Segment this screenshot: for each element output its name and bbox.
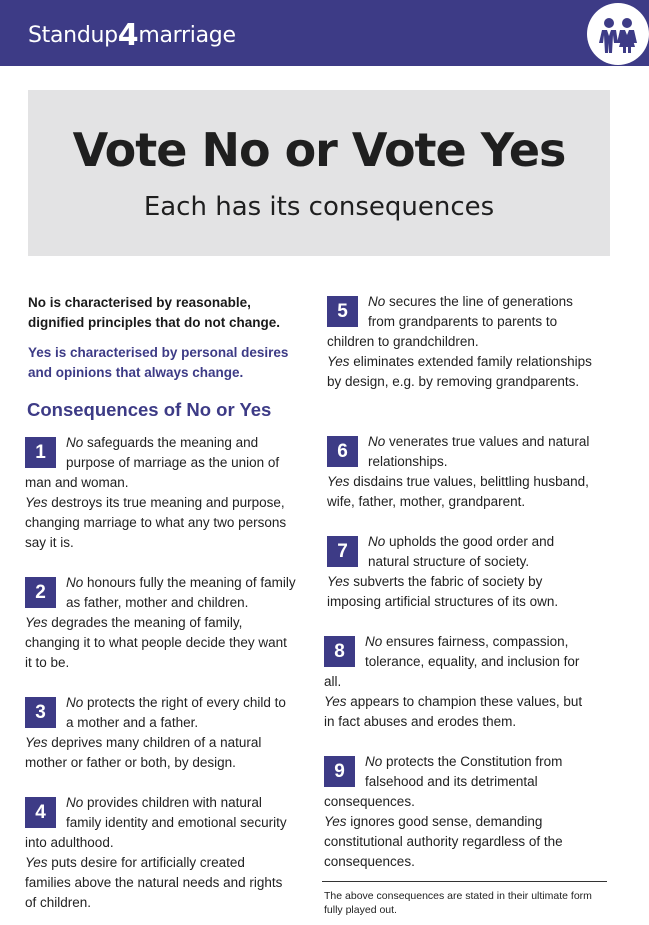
- no-word: No: [365, 634, 383, 649]
- item-number-badge: 7: [327, 536, 358, 567]
- item-number-badge: 2: [25, 577, 56, 608]
- yes-word: Yes: [327, 354, 350, 369]
- no-text: protects the Constitution from falsehood and its detrimental consequences.: [324, 754, 563, 809]
- yes-word: Yes: [324, 814, 347, 829]
- consequence-item-2: [25, 573, 297, 673]
- yes-text: degrades the meaning of family, changing it to what people decide they want it to be.: [25, 615, 287, 670]
- consequence-item-4: [25, 793, 293, 913]
- item-number-badge: 6: [327, 436, 358, 467]
- intro-no-line2: dignified principles that do not change.: [28, 315, 281, 330]
- footnote-divider: [322, 881, 607, 882]
- section-title: Consequences of No or Yes: [27, 399, 272, 420]
- couple-icon: [587, 3, 649, 65]
- yes-word: Yes: [25, 735, 48, 750]
- item-number-badge: 4: [25, 797, 56, 828]
- yes-text: deprives many children of a natural mother or father or both, by design.: [25, 735, 262, 770]
- no-text: ensures fairness, compassion, tolerance, equality, and inclusion for all.: [324, 634, 580, 689]
- header-banner: [0, 0, 649, 66]
- footnote: The above consequences are stated in their ultimate form fully played out.: [324, 890, 592, 916]
- no-word: No: [365, 754, 383, 769]
- no-word: No: [66, 695, 84, 710]
- yes-word: Yes: [25, 495, 48, 510]
- no-word: No: [368, 434, 386, 449]
- brand-suffix: marriage: [138, 23, 236, 48]
- page-title: Vote No or Vote Yes: [72, 123, 566, 177]
- yes-word: Yes: [327, 574, 350, 589]
- yes-word: Yes: [25, 855, 48, 870]
- consequence-item-8: [324, 632, 584, 732]
- brand-number: 4: [117, 18, 139, 53]
- intro-no-line1: No is characterised by reasonable,: [28, 295, 251, 310]
- item-number-badge: 8: [324, 636, 355, 667]
- intro-yes-line2: and opinions that always change.: [28, 365, 244, 380]
- no-text: safeguards the meaning and purpose of marriage as the union of man and woman.: [25, 435, 280, 490]
- consequence-item-1: [25, 433, 293, 553]
- yes-text: appears to champion these values, but in fact abuses and erodes them.: [324, 694, 583, 729]
- no-word: No: [66, 435, 84, 450]
- no-word: No: [66, 795, 84, 810]
- consequence-item-3: [25, 693, 290, 773]
- yes-text: ignores good sense, demanding constitutional authority regardless of the consequences.: [324, 814, 563, 869]
- no-text: honours fully the meaning of family as father, mother and children.: [66, 575, 296, 610]
- yes-word: Yes: [25, 615, 48, 630]
- no-text: upholds the good order and natural structure of society.: [368, 534, 555, 569]
- yes-text: subverts the fabric of society by imposing artificial structures of its own.: [327, 574, 559, 609]
- title-box: [28, 90, 610, 256]
- no-text: venerates true values and natural relationships.: [368, 434, 590, 469]
- intro-yes-line1: Yes is characterised by personal desires: [28, 345, 289, 360]
- item-number-badge: 9: [324, 756, 355, 787]
- brand-logo-text[interactable]: [28, 18, 236, 53]
- item-number-badge: 3: [25, 697, 56, 728]
- yes-text: destroys its true meaning and purpose, changing marriage to what any two persons say it is.: [25, 495, 287, 550]
- consequence-item-9: [324, 752, 596, 872]
- no-text: protects the right of every child to a mother and a father.: [66, 695, 286, 730]
- intro-no-statement: [28, 293, 303, 333]
- yes-word: Yes: [324, 694, 347, 709]
- intro-yes-statement: [28, 343, 303, 383]
- item-number-badge: 1: [25, 437, 56, 468]
- yes-text: puts desire for artificially created families above the natural needs and rights of children.: [25, 855, 283, 910]
- no-word: No: [368, 534, 386, 549]
- no-word: No: [66, 575, 84, 590]
- no-text: secures the line of generations from grandparents to parents to children to grandchildren.: [327, 294, 573, 349]
- yes-text: eliminates extended family relationships by design, e.g. by removing grandparents.: [327, 354, 592, 389]
- yes-word: Yes: [327, 474, 350, 489]
- consequence-item-5: [327, 292, 592, 392]
- consequence-item-7: [327, 532, 587, 612]
- page-subtitle: Each has its consequences: [143, 192, 495, 222]
- consequence-item-6: [327, 432, 607, 512]
- no-text: provides children with natural family identity and emotional security into adulthood.: [25, 795, 287, 850]
- no-word: No: [368, 294, 386, 309]
- yes-text: disdains true values, belittling husband, wife, father, mother, grandparent.: [327, 474, 589, 509]
- brand-prefix: Standup: [28, 23, 118, 48]
- item-number-badge: 5: [327, 296, 358, 327]
